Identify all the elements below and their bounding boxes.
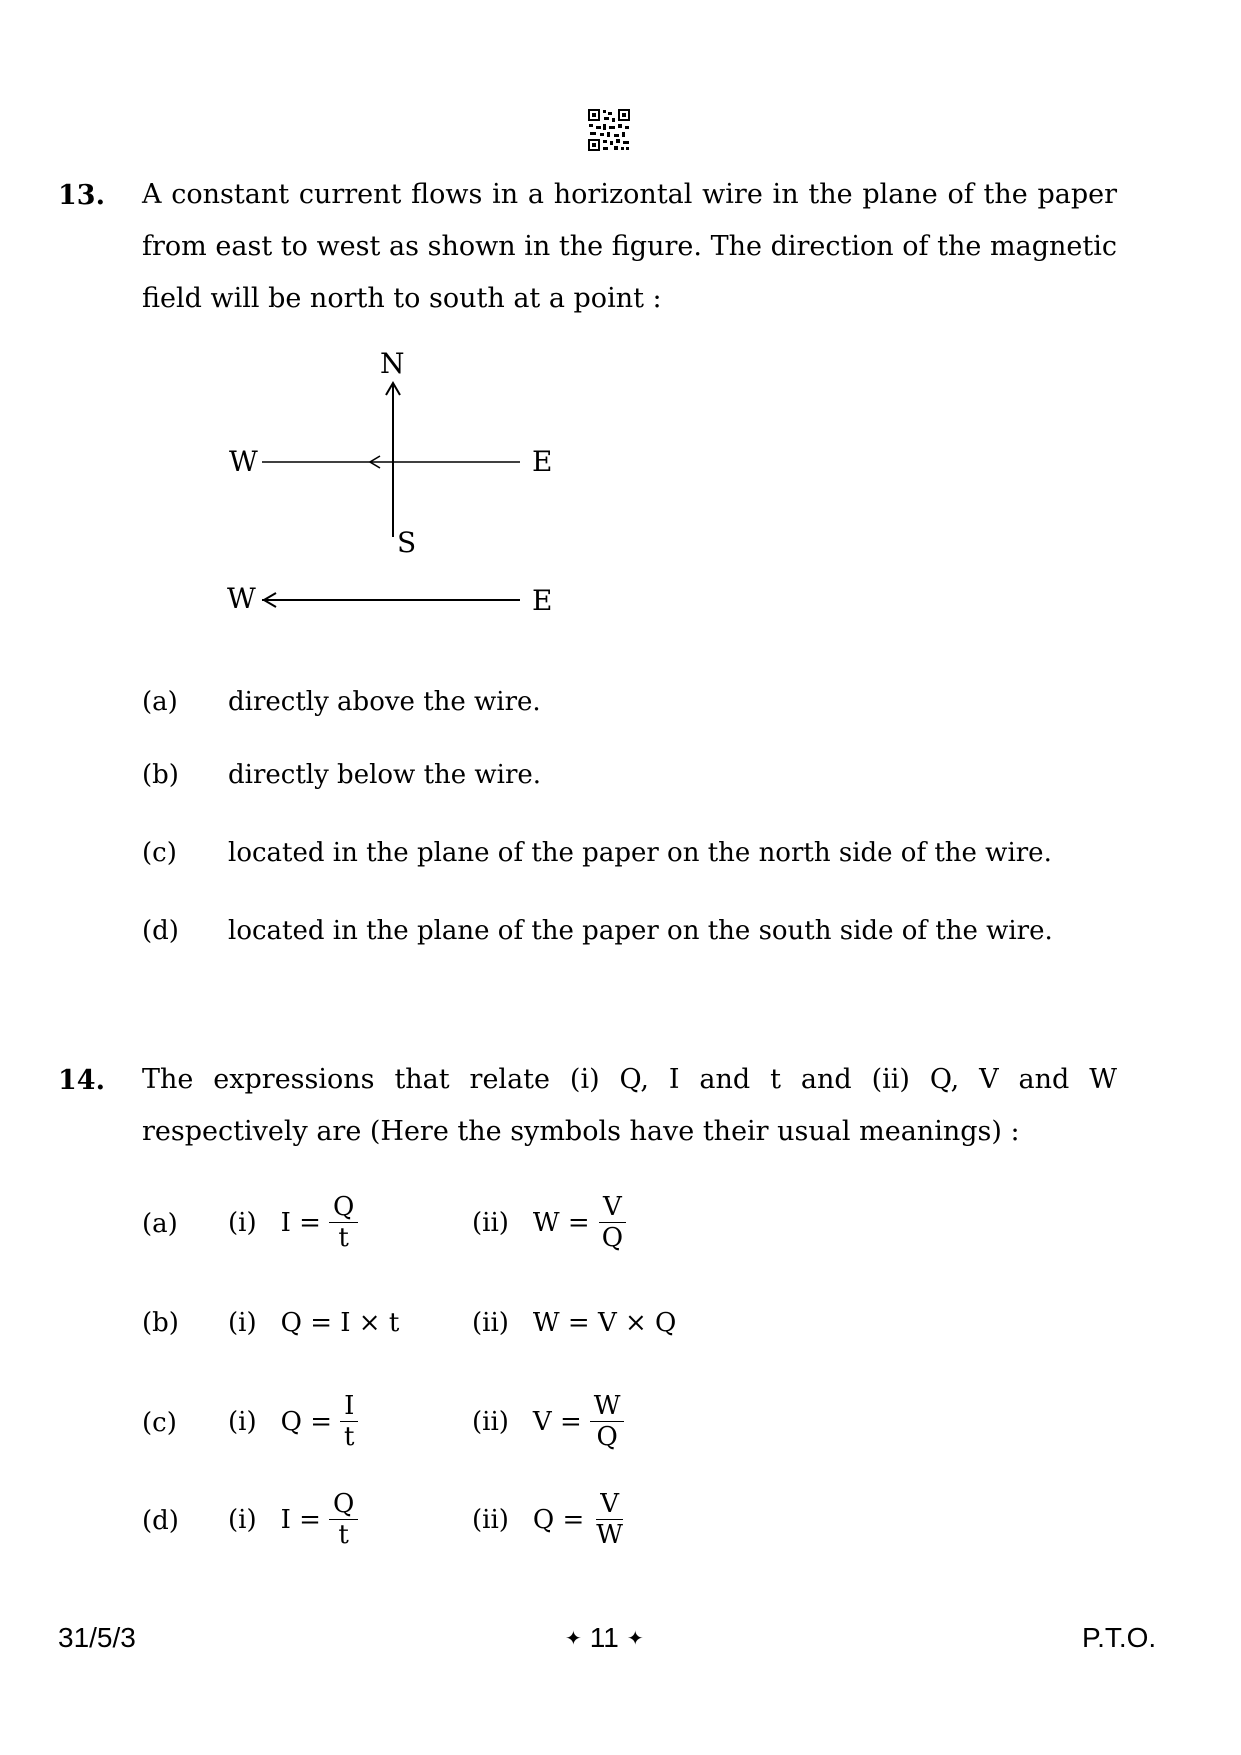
part-ii-label: (ii) (472, 1308, 509, 1338)
qr-code-icon (587, 108, 631, 152)
denominator: t (343, 1422, 355, 1452)
numerator: V (599, 1192, 626, 1223)
denominator: t (338, 1223, 349, 1253)
question-14-number: 14. (58, 1065, 105, 1096)
denominator: Q (601, 1223, 624, 1253)
q14-option-a-label: (a) (142, 1209, 178, 1239)
q13-option-c-text: located in the plane of the paper on the north side of the wire. (228, 838, 1052, 868)
lhs: Q = (532, 1504, 585, 1535)
part-ii-label: (ii) (472, 1406, 509, 1437)
fraction (329, 1489, 358, 1550)
q14-option-a-expr2 (472, 1192, 627, 1253)
q14-option-d-expr2 (472, 1489, 627, 1550)
fraction (340, 1391, 358, 1452)
lhs: I = (280, 1207, 321, 1238)
numerator: W (590, 1391, 625, 1422)
part-i-label: (i) (228, 1504, 257, 1535)
lhs: V = (532, 1406, 582, 1437)
q13-option-a-label: (a) (142, 687, 178, 717)
denominator: W (596, 1520, 624, 1550)
expression: W = V × Q (532, 1308, 677, 1338)
compass-wire-figure (220, 345, 580, 625)
question-14-text: The expressions that relate (i) Q, I and t and (ii) Q, V and W respectively are (Here the symbols have their usual meanings) : (142, 1064, 1117, 1147)
part-i-label: (i) (228, 1207, 257, 1238)
expression: Q = I × t (280, 1308, 400, 1338)
fraction (590, 1391, 625, 1452)
part-i-label: (i) (228, 1308, 257, 1338)
q13-option-d-text: located in the plane of the paper on the south side of the wire. (228, 916, 1053, 946)
numerator: V (596, 1489, 623, 1520)
figure-label-south: S (397, 526, 417, 559)
q14-option-c-expr1 (228, 1391, 358, 1452)
numerator: I (340, 1391, 358, 1422)
denominator: t (338, 1520, 349, 1550)
q14-option-a-expr1 (228, 1192, 358, 1253)
numerator: Q (329, 1489, 358, 1520)
part-i-label: (i) (228, 1406, 257, 1437)
denominator: Q (596, 1422, 618, 1452)
ornament-right-icon: ✦ (626, 1627, 644, 1650)
wire-label-west: W (227, 582, 256, 615)
numerator: Q (329, 1192, 358, 1223)
page-number-value: 11 (589, 1622, 619, 1653)
q13-option-a-text: directly above the wire. (228, 687, 541, 717)
figure-label-west: W (229, 445, 258, 478)
q14-option-b-expr1 (228, 1308, 399, 1338)
part-ii-label: (ii) (472, 1504, 509, 1535)
q13-option-d-label: (d) (142, 916, 179, 946)
lhs: W = (532, 1207, 590, 1238)
fraction (598, 1192, 627, 1253)
q14-option-b-label: (b) (142, 1308, 179, 1338)
q13-option-b-text: directly below the wire. (228, 760, 542, 790)
q13-option-b-label: (b) (142, 760, 179, 790)
page-number (565, 1622, 644, 1654)
q14-option-c-label: (c) (142, 1408, 177, 1438)
lhs: Q = (280, 1406, 332, 1437)
question-13-text: A constant current flows in a horizontal wire in the plane of the paper from east to west as shown in the figure. The direction of the magnetic field will be north to south at a point : (142, 179, 1117, 314)
q14-option-d-expr1 (228, 1489, 358, 1550)
part-ii-label: (ii) (472, 1207, 509, 1238)
ornament-left-icon: ✦ (565, 1627, 582, 1650)
q14-option-d-label: (d) (142, 1506, 179, 1536)
fraction (592, 1489, 627, 1550)
fraction (329, 1192, 358, 1253)
figure-label-north: N (380, 347, 405, 380)
q13-option-c-label: (c) (142, 838, 177, 868)
wire-label-east: E (532, 584, 553, 617)
paper-code: 31/5/3 (58, 1622, 136, 1653)
q14-option-b-expr2 (472, 1308, 676, 1338)
lhs: I = (280, 1504, 321, 1535)
pto-label: P.T.O. (1082, 1622, 1157, 1653)
question-13-number: 13. (58, 180, 105, 211)
q14-option-c-expr2 (472, 1391, 624, 1452)
figure-label-east: E (532, 445, 553, 478)
